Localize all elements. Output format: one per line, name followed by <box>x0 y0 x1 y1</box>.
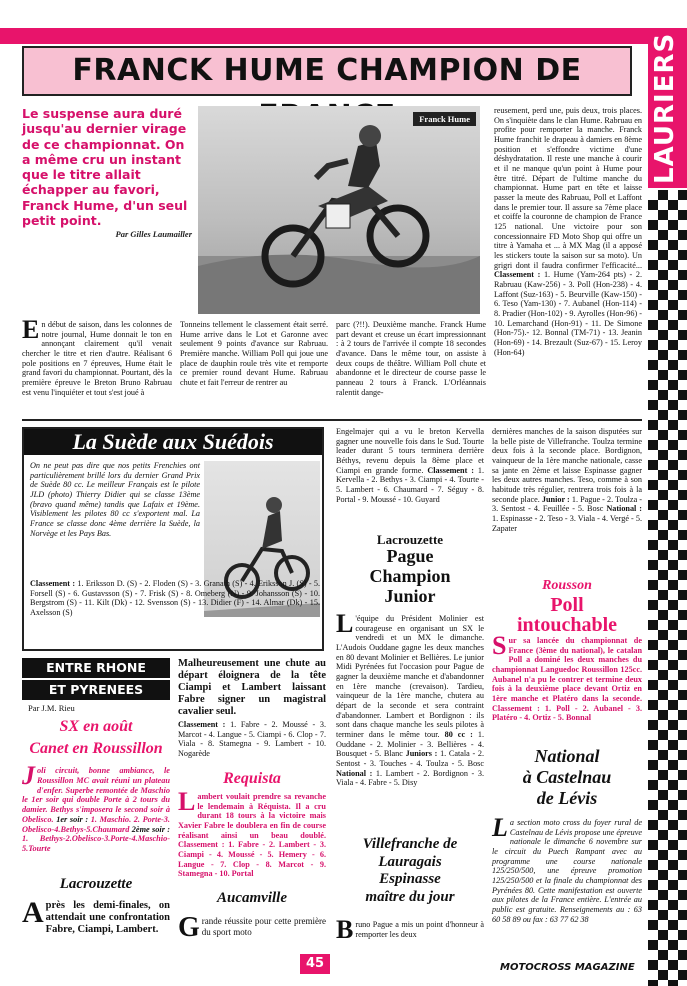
sx-title: SX en août <box>59 718 133 735</box>
requista-title: Requista <box>223 770 281 787</box>
motocross-rider-image <box>198 106 480 314</box>
lacrouzette-text: Après les demi-finales, on attendait une confrontation Fabre, Ciampi, Lambert. <box>22 896 170 936</box>
main-article-col3 <box>336 320 486 397</box>
championship-standings: 1. Hume (Yam-264 pts) - 2. Rabruau (Kaw-256) - 3. Poll (Hon-238) - 4. Laffont (Suz-163) - 5. Beurville (Kaw-150) - 6. Teso (Yam-130) - 7. Aubanel (Hon-114) - 8. Pradier (Hon-102) - 9. Ayrolles (Hon-96) - 10. Lemarchand (Hon-91) - 11. De Simone (Hon-75).- 12. Bonnal (TM-71) - 13. Jeanin (Hon-69) - 14. Brezault (Suz-67) - 15. Leroy (Hon-64) <box>494 270 642 357</box>
entre-line1: ENTRE RHONE <box>22 658 170 678</box>
suede-classement: Classement : 1. Eriksson D. (S) - 2. Floden (S) - 3. Granath (S) - 4. Eriksson J. (S) - 5. Forsell (S) - 6. Gustavsson (S) - 7. Frisk (S) - 8. Omeberg (N) - 9. Johansson (S) - 10. Bergstrom (S) - 11. Kilt (Dk) - 12. Svensson (S) - 13. Didier (F) - 14. Almar (Dk) - 15. Axelsson (S) <box>30 579 321 618</box>
canet-text: Joli circuit, bonne ambiance, le Roussillon MC avait réuni un plateau d'enfer. Superbe remontée de Maschio le 1er soir qui double Porte à 2 tours du damier. Bethys s'imposera le second soir à Obelisco. 1er soir : 1. Maschio. 2. Porte-3. Obelisco-4.Bethys-5.Chaumard 2ème soir : 1. Bethys-2.Obelisco-3.Porte-4.Maschio-5.Tourte <box>22 761 171 854</box>
side-label: LAURIERS <box>650 32 680 184</box>
magazine-name: MOTOCROSS MAGAZINE <box>500 962 635 973</box>
article-text: parc (?!!). Deuxième manche. Franck Hume part devant et creuse un écart impressionnant : à 2 tours de l'arrivée il compte 18 secondes d'avance. Dans le même tour, on assiste à deux coups de théâtre. William Poll chute et abandonne et le directeur de course passe le panneau 2 tours à Franck. L'Orléannais ralentit dange- <box>336 320 486 397</box>
main-photo <box>198 106 480 314</box>
headline-box <box>22 46 632 96</box>
villefranche-text: Bruno Pague a mis un point d'honneur à remporter les deux <box>336 915 484 944</box>
article-text: Tonneins tellement le classement était serré. Hume arrive dans le Lot et Garonne avec seulement 9 points d'avance sur Rabruau. Première manche. William Poll qui joue une place de dauphin roule très vite et remporte ce premier round devant Hume. Rabruau chute et fait l'erreur de rentrer au <box>180 320 328 388</box>
page-title: FRANCK HUME CHAMPION DE <box>72 53 582 88</box>
rousson-title: Rousson Poll intouchable <box>516 578 618 636</box>
article-text: n début de saison, dans les colonnes de notre journal, Hume donnait le ton en annonçant clairement qu'il venait chercher le titre et rien d'autre. Réalisant 6 pole positions en 7 épreuves, Hume était le grand favori du championnat. Pourtant, dès la première épreuve le Breton Bruno Rabruau est venu l'inquiéter et tout s'est joué à <box>22 320 172 397</box>
col4-top: dernières manches de la saison disputées sur la belle piste de Villefranche. Toulza termine deux fois à la seconde place. Bordignon, vainqueur de la 1ère manche nationale, casse sa jante en 2ème et laisse Espinasse gagner les deux autres manches. Teso, comme à son habitude très régulier, rentrera trois fois à la seconde place. Junior : 1. Pague - 2. Toulza - 3. Sentost - 4. Feuillée - 5. Bosc National : 1. Espinasse - 2. Teso - 3. Viala - 4. Vergé - 5. Zapater <box>492 427 643 533</box>
castelnau-text: La section moto cross du foyer rural de Castelnau de Lévis propose une épreuve nationale le dimanche 6 novembre sur le circuit du Puech Rampant avec au programme une course nationale 125/250/500, une épreuve promotion 125/250/500 et la finale du championnat des Pyrénées 80. Cette manifestation est ouverte aux pilotes de la France entière. L'entrée au public est gratuite. Renseignements au : 63 60 58 89 ou fax : 63 77 62 38 <box>492 813 642 924</box>
aucamville-text: Grande réussite pour cette première du sport moto <box>178 912 326 943</box>
aucamville-title: Aucamville <box>217 890 287 906</box>
requista-text: Lambert voulait prendre sa revanche le lendemain à Réquista. Il a cru durant 18 tours à la victoire mais Xavier Fabre le doublera en fin de course réalisant ainsi un beau doublé. Classement : 1. Fabre - 2. Lambert - 3. Ciampi - 4. Moussé - 5. Hemery - 6. Langue - 7. Clop - 8. Marcot - 9. Stamegna - 10. Portal <box>178 787 327 879</box>
main-article-col4 <box>494 106 642 357</box>
suede-title: La Suède aux Suédois <box>24 429 322 455</box>
checkered-strip <box>648 190 687 986</box>
entre-line2: ET PYRENEES <box>22 680 170 700</box>
middle-intro: Malheureusement une chute au départ éloignera de la tête Ciampi et Lambert laissant Fabre signer un magistral cavalier seul. <box>178 658 326 718</box>
entre-box <box>22 658 170 700</box>
section-divider <box>22 419 642 421</box>
col3-top: Engelmajer qui a vu le breton Kervella gagner une nouvelle fois dans le Sud. Tourte leader durant 5 tours terminera derrière Béthys, revenu depuis la 8ème place et Ciampi en grande forme. Classement : 1. Kervella - 2. Bethys - 3. Ciampi - 4. Tourte - 5. Lambert - 6. Chaumard - 7. Séguy - 8. Portal - 9. Moussé - 10. Guyard <box>336 427 485 504</box>
article-text: reusement, perd une, puis deux, trois places. On s'inquiète dans le clan Hume. Rabruau en profite pour remporter la manche. Franck Hume franchit le drapeau à damiers en 8ème position et s'effondre victime d'une déshydratation. Il reste une manche à courir et il ne manque qu'un point à Hume pour être titré. Départ de l'ultime manche du championnat. Hume part en tête et laisse passer la meute des Rabruau, Poll et Laffont dans le premier tour. Il assure sa 7ème place et coiffe la couronne de champion de France 125 national. Une victoire pour son concessionnaire FD Moto Shop qui offre un titre à Yamaha et ... à MX Mag (il a apposé les stickers toute la saison sur sa moto). Un grigri dont il faudra confirmer l'efficacité... <box>494 106 642 270</box>
suede-text: On ne peut pas dire que nos petits Frenchies ont particulièrement brillé lors du dernier Grand Prix de Suède 80 cc. Le meilleur Français est le pilote JLD (photo) Thierry Didier qui se classe 13ème (bravo quand même) tandis que Lafaix et 19ème. Visiblement les pilotes 80 cc s'exportent mal. La France se classe donc 4ème derrière la Suède, la Norvège et les Pays Bas. <box>30 461 200 538</box>
page-number: 45 <box>300 954 330 974</box>
rousson-text: Sur sa lancée du championnat de France (3ème du national), le catalan Poll a dominé les deux manches du championnat Languedoc Roussillon 125cc. Aubanel n'a pu le contrer et termine deux fois à la deuxième place devant Ortiz en 1ère manche et Platéro dans la seconde. Classement : 1. Poll - 2. Aubanel - 3. Platéro - 4. Ortiz - 5. Bonnal <box>492 631 642 723</box>
villefranche-title: Villefranche de Lauragais Espinasse maître du jour <box>362 836 458 906</box>
lacrouzette-pague-text: L 'équipe du Président Molinier est courageuse en organisant un SX le vendredi et un MX le dimanche. L'Audois Ouddane gagne les deux manches en 80 devant Molinier et Bellières. Le junior Midi Pyrénées fut l'occasion pour Pague de gagner la deuxième manche et d'abandonner en 1ère manche (crevaison). Tardieu, vainqueur de la 1ère manche, chutera au départ de la seconde et sera contraint d'abandonner. Lambert et Bordignon : ils sont dans chaque manche les seuls pilotes à terminer dans le même tour. 80 cc : 1. Ouddane - 2. Molinier - 3. Bellières - 4. Bousquet - 5. Blanc Juniors : 1. Catala - 2. Sentost - 3. Touches - 4. Toulza - 5. Bosc National : 1. Lambert - 2. Bordignon - 3. Viala - 4. Fabre - 5. Disy <box>336 609 485 788</box>
intro-block <box>22 106 192 318</box>
photo-caption: Franck Hume <box>413 112 476 126</box>
dropcap: E <box>22 315 40 344</box>
main-article-col1 <box>22 315 172 397</box>
entre-byline: Par J.M. Rieu <box>28 703 75 713</box>
lacrouzette-pague-title: Lacrouzette Pague Champion Junior <box>369 532 451 606</box>
castelnau-title: National à Castelnau de Lévis <box>522 746 612 809</box>
classement-label: Classement : <box>494 270 541 280</box>
byline: Par Gilles Laumailler <box>115 229 192 239</box>
canet-title: Canet en Roussillon <box>29 740 163 757</box>
header-band <box>0 28 648 44</box>
suede-box <box>22 427 324 651</box>
lacrouzette-title: Lacrouzette <box>59 876 133 892</box>
intro-text: Le suspense aura duré jusqu'au dernier virage de ce championnat. On a même cru un instant que le titre allait échapper au favori, Franck Hume, d'un seul petit point. <box>22 106 188 228</box>
main-article-col2 <box>180 320 328 388</box>
middle-classement: Classement : 1. Fabre - 2. Moussé - 3. Marcot - 4. Langue - 5. Ciampi - 6. Clop - 7. Viala - 8. Stamegna - 9. Lambert - 10. Nogarède <box>178 720 326 759</box>
